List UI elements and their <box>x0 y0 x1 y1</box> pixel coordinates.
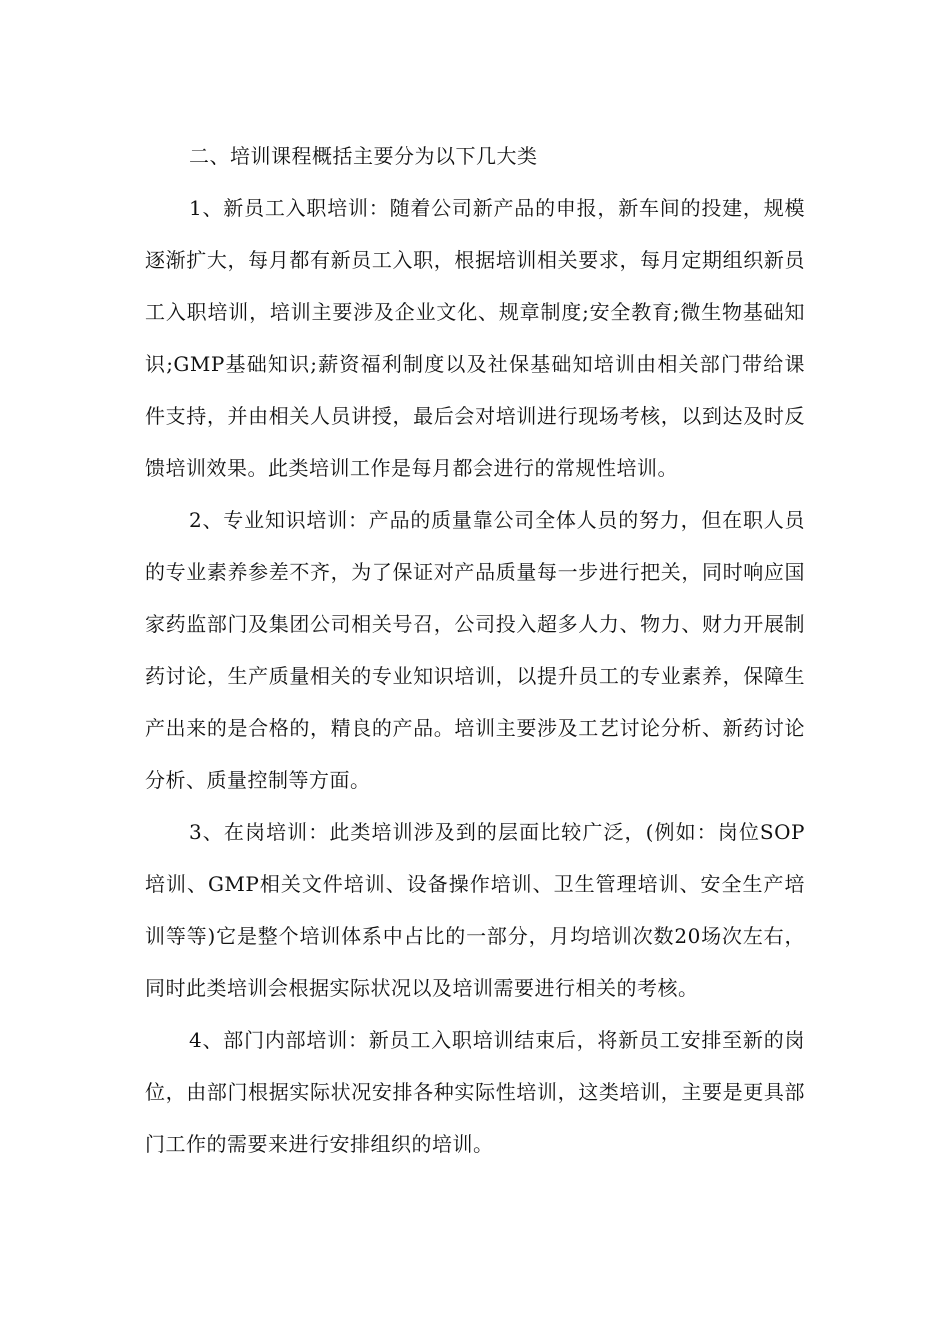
section-heading: 二、培训课程概括主要分为以下几大类 <box>189 144 538 168</box>
paragraph-on-the-job-training: 3、在岗培训：此类培训涉及到的层面比较广泛，(例如：岗位SOP培训、GMP相关文件培训、设备操作培训、卫生管理培训、安全生产培训等等)它是整个培训体系中占比的一部分，月均培训次数20场次左右，同时此类培训会根据实际状况以及培训需要进行相关的考核。 <box>145 820 805 1000</box>
paragraph-new-employee-training: 1、新员工入职培训：随着公司新产品的申报，新车间的投建，规模逐渐扩大，每月都有新员工入职，根据培训相关要求，每月定期组织新员工入职培训，培训主要涉及企业文化、规章制度;安全教育;微生物基础知识;GMP基础知识;薪资福利制度以及社保基础知培训由相关部门带给课件支持，并由相关人员讲授，最后会对培训进行现场考核，以到达及时反馈培训效果。此类培训工作是每月都会进行的常规性培训。 <box>145 196 805 480</box>
document-page <box>145 130 805 1170</box>
paragraph-department-internal-training: 4、部门内部培训：新员工入职培训结束后，将新员工安排至新的岗位，由部门根据实际状况安排各种实际性培训，这类培训，主要是更具部门工作的需要来进行安排组织的培训。 <box>145 1028 805 1156</box>
paragraph-professional-knowledge-training: 2、专业知识培训：产品的质量靠公司全体人员的努力，但在职人员的专业素养参差不齐，为了保证对产品质量每一步进行把关，同时响应国家药监部门及集团公司相关号召，公司投入超多人力、物力、财力开展制药讨论，生产质量相关的专业知识培训，以提升员工的专业素养，保障生产出来的是合格的，精良的产品。培训主要涉及工艺讨论分析、新药讨论分析、质量控制等方面。 <box>145 508 805 792</box>
